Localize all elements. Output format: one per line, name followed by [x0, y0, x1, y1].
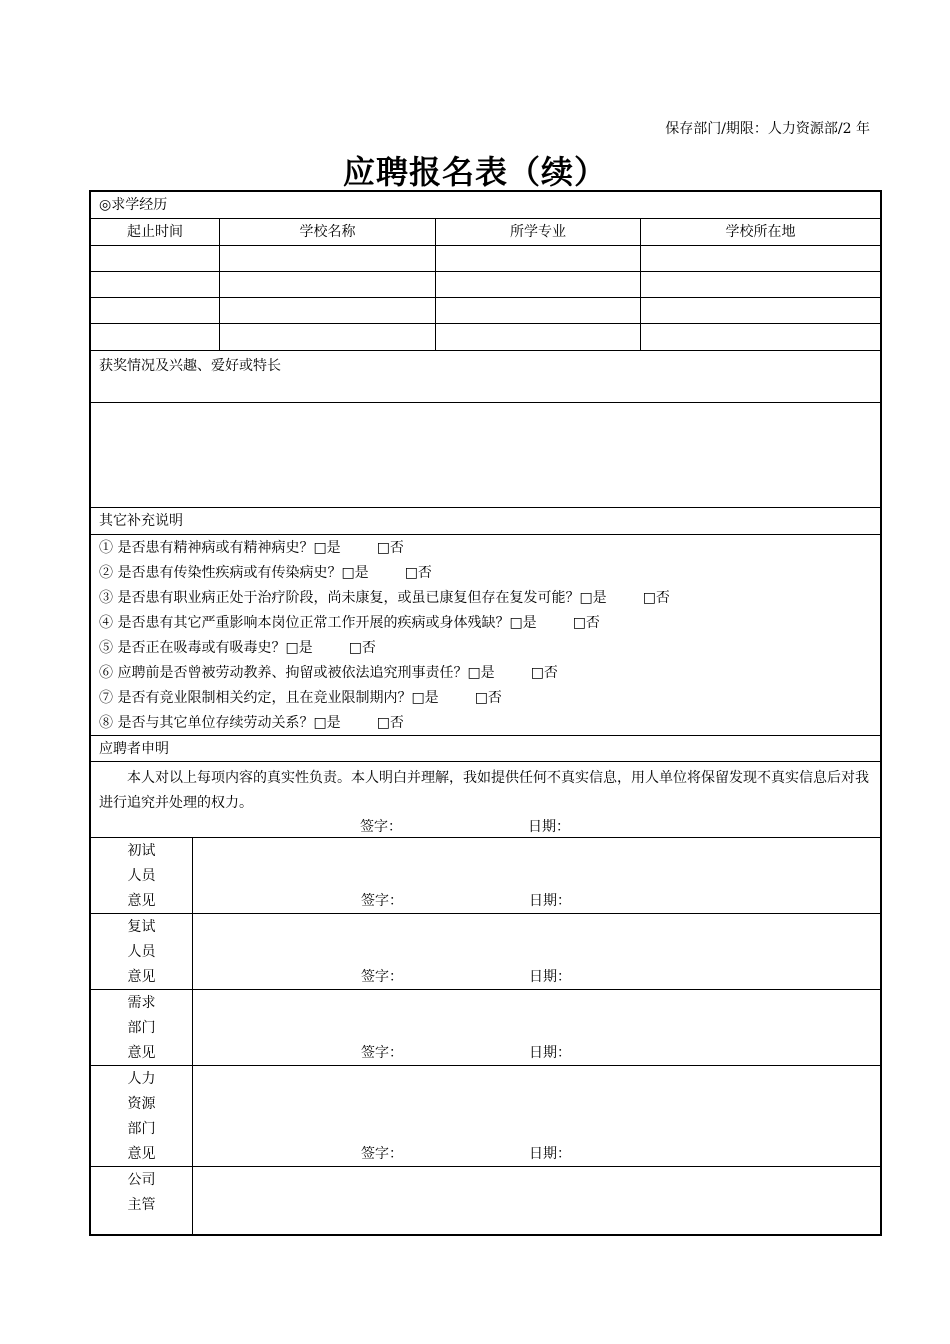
- no-checkbox[interactable]: □否: [642, 590, 670, 606]
- list-item: [91, 636, 880, 661]
- label-line: 资源: [127, 1096, 156, 1112]
- label-line: 复试: [127, 919, 156, 935]
- supervisor-opinion: [91, 1167, 880, 1236]
- label-line: 部门: [127, 1121, 156, 1137]
- list-item: [91, 711, 880, 736]
- initial-interview-opinion: [91, 838, 880, 914]
- initial-interview-date-label: 日期：: [529, 893, 571, 909]
- retention-note: 保存部门/期限：人力资源部/2 年: [665, 121, 870, 137]
- yes-checkbox[interactable]: □是: [341, 565, 369, 581]
- yes-checkbox[interactable]: □是: [285, 640, 313, 656]
- location-input[interactable]: [641, 324, 880, 350]
- no-checkbox[interactable]: □否: [376, 715, 404, 731]
- no-checkbox[interactable]: □否: [376, 540, 404, 556]
- awards-label: 获奖情况及兴趣、爱好或特长: [99, 358, 281, 374]
- label-line: 主管: [127, 1197, 156, 1213]
- initial-interview-label: [91, 838, 193, 913]
- column-header-major: 所学专业: [436, 219, 641, 245]
- label-line: 意见: [127, 893, 156, 909]
- table-row: [91, 298, 880, 324]
- awards-label-row: [91, 351, 880, 403]
- declaration-header: [91, 736, 880, 762]
- department-opinion: [91, 990, 880, 1066]
- label-line: 人力: [127, 1071, 156, 1087]
- yes-checkbox[interactable]: □是: [313, 540, 341, 556]
- label-line: 初试: [127, 843, 156, 859]
- question-text: ④ 是否患有其它严重影响本岗位正常工作开展的疾病或身体残缺？: [99, 615, 510, 631]
- second-interview-sign-label: 签字：: [361, 969, 403, 985]
- table-row: [91, 324, 880, 351]
- yes-checkbox[interactable]: □是: [509, 615, 537, 631]
- education-table-header: [91, 219, 880, 246]
- question-text: ⑥ 应聘前是否曾被劳动教养、拘留或被依法追究刑事责任？: [99, 665, 468, 681]
- label-line: 意见: [127, 1045, 156, 1061]
- table-row: [91, 272, 880, 298]
- awards-field[interactable]: [91, 403, 880, 508]
- location-input[interactable]: [641, 298, 880, 323]
- department-label: [91, 990, 193, 1065]
- no-checkbox[interactable]: □否: [474, 690, 502, 706]
- department-date-label: 日期：: [529, 1045, 571, 1061]
- initial-interview-sign-label: 签字：: [361, 893, 403, 909]
- application-form: [89, 190, 882, 1236]
- list-item: [91, 611, 880, 636]
- label-line: 人员: [127, 868, 156, 884]
- declaration-label: 应聘者申明: [99, 741, 169, 757]
- major-input[interactable]: [436, 272, 641, 297]
- declaration-text: 本人对以上每项内容的真实性负责。本人明白并理解，我如提供任何不真实信息，用人单位将保留发现不真实信息后对我进行追究并处理的权力。: [99, 770, 869, 811]
- no-checkbox[interactable]: □否: [572, 615, 600, 631]
- school-input[interactable]: [220, 246, 436, 271]
- no-checkbox[interactable]: □否: [530, 665, 558, 681]
- list-item: [91, 586, 880, 611]
- question-text: ① 是否患有精神病或有精神病史？: [99, 540, 314, 556]
- label-line: 意见: [127, 969, 156, 985]
- second-interview-label: [91, 914, 193, 989]
- school-input[interactable]: [220, 298, 436, 323]
- yes-checkbox[interactable]: □是: [467, 665, 495, 681]
- label-line: 部门: [127, 1020, 156, 1036]
- table-row: [91, 246, 880, 272]
- yes-checkbox[interactable]: □是: [313, 715, 341, 731]
- list-item: [91, 661, 880, 686]
- column-header-location: 学校所在地: [725, 224, 796, 240]
- second-interview-date-label: 日期：: [529, 969, 571, 985]
- supervisor-label: [91, 1167, 193, 1236]
- school-input[interactable]: [220, 272, 436, 297]
- column-header-period: 起止时间: [91, 219, 220, 245]
- second-interview-opinion: [91, 914, 880, 990]
- period-input[interactable]: [91, 324, 220, 350]
- label-line: 需求: [127, 995, 156, 1011]
- declaration-sign-label: 签字：: [360, 819, 402, 835]
- label-line: 意见: [127, 1146, 156, 1162]
- no-checkbox[interactable]: □否: [348, 640, 376, 656]
- question-text: ② 是否患有传染性疾病或有传染病史？: [99, 565, 342, 581]
- column-header-school: 学校名称: [220, 219, 436, 245]
- question-text: ⑧ 是否与其它单位存续劳动关系？: [99, 715, 314, 731]
- education-section-header: [91, 192, 880, 219]
- form-title: 应聘报名表（续）: [342, 153, 607, 191]
- department-sign-label: 签字：: [361, 1045, 403, 1061]
- supplement-label: 其它补充说明: [99, 513, 183, 529]
- label-line: 公司: [127, 1172, 156, 1188]
- major-input[interactable]: [436, 324, 641, 350]
- education-section-label: ◎求学经历: [99, 197, 168, 213]
- list-item: [91, 561, 880, 586]
- hr-opinion: [91, 1066, 880, 1167]
- hr-sign-label: 签字：: [361, 1146, 403, 1162]
- declaration-date-label: 日期：: [528, 819, 570, 835]
- location-input[interactable]: [641, 272, 880, 297]
- period-input[interactable]: [91, 246, 220, 271]
- period-input[interactable]: [91, 272, 220, 297]
- question-text: ⑦ 是否有竞业限制相关约定，且在竞业限制期内？: [99, 690, 412, 706]
- hr-label: [91, 1066, 193, 1166]
- list-item: [91, 686, 880, 711]
- location-input[interactable]: [641, 246, 880, 271]
- supplement-header: [91, 508, 880, 535]
- list-item: [91, 536, 880, 561]
- period-input[interactable]: [91, 298, 220, 323]
- hr-date-label: 日期：: [529, 1146, 571, 1162]
- major-input[interactable]: [436, 298, 641, 323]
- yes-checkbox[interactable]: □是: [411, 690, 439, 706]
- label-line: 人员: [127, 944, 156, 960]
- question-text: ③ 是否患有职业病正处于治疗阶段，尚未康复，或虽已康复但存在复发可能？: [99, 590, 580, 606]
- yes-checkbox[interactable]: □是: [579, 590, 607, 606]
- question-text: ⑤ 是否正在吸毒或有吸毒史？: [99, 640, 286, 656]
- health-questions: [91, 535, 880, 736]
- major-input[interactable]: [436, 246, 641, 271]
- no-checkbox[interactable]: □否: [404, 565, 432, 581]
- declaration-body: [91, 762, 880, 838]
- school-input[interactable]: [220, 324, 436, 350]
